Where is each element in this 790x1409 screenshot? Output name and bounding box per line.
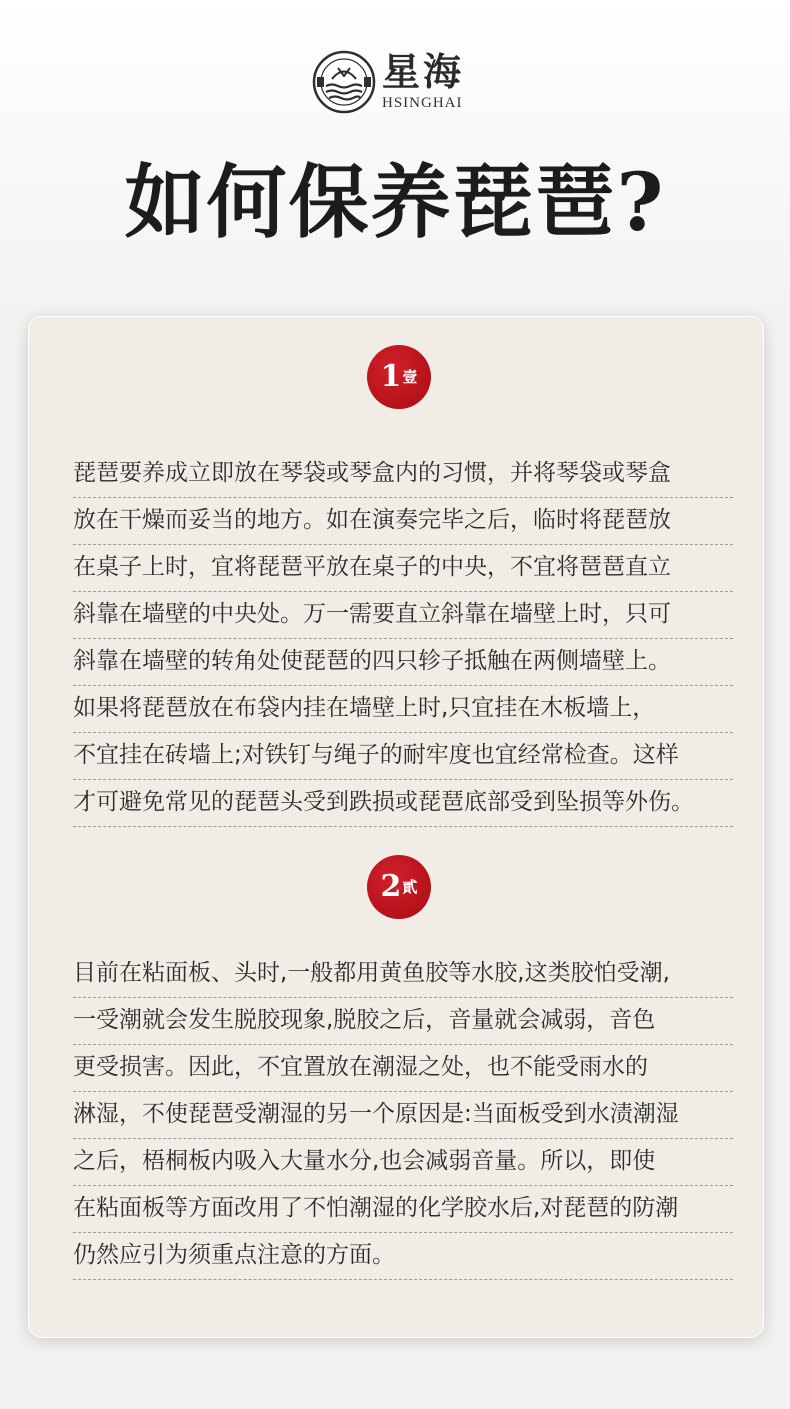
section-paragraph [73,451,733,827]
text-line: 淋湿，不使琵琶受潮湿的另一个原因是:当面板受到水渍潮湿 [73,1092,733,1139]
page-title: 如何保养琵琶? [124,155,666,249]
brand-logo [312,48,482,116]
section-number-badge [367,855,431,919]
text-line: 目前在粘面板、头时,一般都用黄鱼胶等水胶,这类胶怕受潮, [73,951,733,998]
section-number-cn: 貳 [402,878,418,896]
text-line: 在粘面板等方面改用了不怕潮湿的化学胶水后,对琵琶的防潮 [73,1186,733,1233]
text-line: 放在干燥而妥当的地方。如在演奏完毕之后，临时将琵琶放 [73,498,733,545]
section-number-badge [367,345,431,409]
section-number: 1 [380,359,402,394]
brand-name-en: HSINGHAI [382,95,463,111]
text-line: 才可避免常见的琵琶头受到跌损或琵琶底部受到坠损等外伤。 [73,780,733,827]
text-line: 一受潮就会发生脱胶现象,脱胶之后，音量就会减弱，音色 [73,998,733,1045]
text-line: 不宜挂在砖墙上;对铁钉与绳子的耐牢度也宜经常检查。这样 [73,733,733,780]
content-card [28,316,764,1338]
text-line: 琵琶要养成立即放在琴袋或琴盒内的习惯，并将琴袋或琴盒 [73,451,733,498]
section-number: 2 [380,869,402,904]
brand-name-cn: 星海 [382,49,465,94]
text-line: 如果将琵琶放在布袋内挂在墙壁上时,只宜挂在木板墙上， [73,686,733,733]
text-line: 之后，梧桐板内吸入大量水分,也会减弱音量。所以，即使 [73,1139,733,1186]
section-number-cn: 壹 [402,368,418,386]
text-line: 在桌子上时，宜将琵琶平放在桌子的中央，不宜将琶琶直立 [73,545,733,592]
text-line: 仍然应引为须重点注意的方面。 [73,1233,733,1280]
text-line: 斜靠在墙壁的转角处使琵琶的四只轸子抵触在两侧墙壁上。 [73,639,733,686]
text-line: 斜靠在墙壁的中央处。万一需要直立斜靠在墙壁上时，只可 [73,592,733,639]
brand-seal-icon [312,50,376,114]
text-line: 更受损害。因此，不宜置放在潮湿之处，也不能受雨水的 [73,1045,733,1092]
section-paragraph [73,951,733,1280]
